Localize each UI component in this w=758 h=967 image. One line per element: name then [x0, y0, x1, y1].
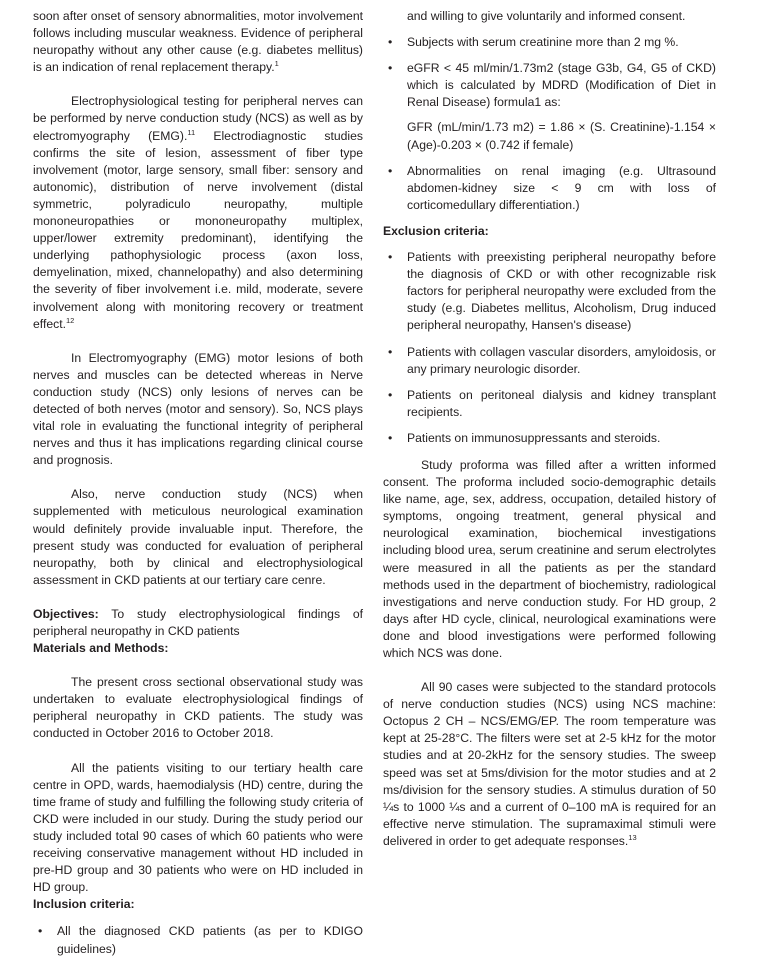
paragraph-study-design: The present cross sectional observational study was undertaken to evaluate electrophysiological findings of peripheral neuropathy in CKD patients. The study was conducted in October 2016 to October 2018.: [33, 675, 363, 741]
list-item: [383, 344, 716, 378]
objectives-text: To study electrophysiological findings of peripheral neuropathy in CKD patients: [33, 606, 363, 638]
list-item-text: eGFR < 45 ml/min/1.73m2 (stage G3b, G4, G5 of CKD) which is calculated by MDRD (Modification of Diet in Renal Disease) formula1 as:: [407, 61, 716, 110]
bullet-icon: •: [388, 61, 393, 76]
list-item-text: Abnormalities on renal imaging (e.g. Ultrasound abdomen-kidney size < 9 cm with loss of corticomedullary differentiation.): [407, 163, 716, 212]
paragraph-study-population: All the patients visiting to our tertiary health care centre in OPD, wards, haemodialysis (HD) centre, during the time frame of study and fulfilling the following study criteria of CKD were included in our study. During the study period our study included total 90 cases of which 60 patients who were receiving conservative management without HD included in pre-HD group and 30 patients who were on HD included in HD group.: [33, 760, 363, 895]
list-item: [383, 430, 716, 447]
exclusion-list: [383, 249, 716, 447]
list-item: [383, 249, 716, 334]
citation-ref: 11: [187, 127, 196, 137]
list-item-text: Patients with collagen vascular disorders, amyloidosis, or any primary neurologic disorder.: [407, 344, 716, 376]
list-item: [383, 163, 716, 214]
list-item: [383, 60, 716, 111]
list-item-text: All the diagnosed CKD patients (as per to KDIGO guidelines): [57, 924, 363, 956]
objectives-paragraph: [33, 606, 363, 640]
list-item-text: Patients on immunosuppressants and steroids.: [407, 430, 661, 445]
bullet-icon: •: [388, 430, 393, 445]
right-column: [383, 8, 716, 850]
bullet-icon: •: [388, 163, 393, 178]
bullet-icon: •: [38, 924, 43, 939]
paragraph-study-proforma: Study proforma was filled after a written informed consent. The proforma included socio-demographic details like name, age, sex, address, occupation, detailed history of symptoms, ongoing treatment, general physical and neurological examination, biochemical investigations including blood urea, serum creatinine and serum electrolytes were measured in all the patients as per the standard methods used in the department of biochemistry, radiological investigations and nerve conduction study. For HD group, 2 days after HD cycle, clinical, neurological examinations were done and blood investigations were performed following which NCS was done.: [383, 457, 716, 660]
inclusion-list: [33, 923, 363, 957]
bullet-icon: •: [388, 344, 393, 359]
bullet-icon: •: [388, 35, 393, 50]
list-item: [383, 387, 716, 421]
inclusion-continuation: and willing to give voluntarily and informed consent.: [407, 9, 686, 23]
left-column: [33, 8, 363, 967]
inclusion-criteria-heading: Inclusion criteria:: [33, 897, 135, 912]
gfr-formula: GFR (mL/min/1.73 m2) = 1.86 × (S. Creatinine)-1.154 × (Age)-0.203 × (0.742 if female): [407, 120, 716, 152]
paragraph-emg-vs-ncs: In Electromyography (EMG) motor lesions of both nerves and muscles can be detected whereas in Nerve conduction study (NCS) only lesions of nerves can be detected of both nerves (motor and sensory). So, NCS plays vital role in evaluating the functional integrity of peripheral nerves and thus it has implications regarding clinical course and prognosis.: [33, 350, 363, 468]
list-item: [33, 923, 363, 957]
inclusion-list-continued: [383, 34, 716, 111]
citation-ref: 13: [628, 832, 637, 842]
inclusion-list-imaging: [383, 163, 716, 214]
objectives-heading: Objectives:: [33, 606, 99, 621]
paragraph-renal-replacement: [33, 8, 363, 76]
exclusion-criteria-heading: Exclusion criteria:: [383, 223, 489, 238]
paragraph-study-rationale: Also, nerve conduction study (NCS) when supplemented with meticulous neurological examination would definitely provide invaluable input. Therefore, the present study was conducted for evaluation of peripheral neuropathy, both by clinical and electrophysiological assessment in CKD patients at our tertiary care cenre.: [33, 487, 363, 587]
paragraph-text: Electrophysiological testing for peripheral nerves can be performed by nerve conduction study (NCS) as well as by electromyography (EMG).: [33, 94, 363, 143]
citation-ref: 1: [274, 59, 279, 69]
list-item-text: Patients with preexisting peripheral neuropathy before the diagnosis of CKD or with other recognizable risk factors for peripheral neuropathy were excluded from the study (e.g. Diabetes mellitus, Alcoholism, Drug induced peripheral neuropathy, Hansen's disease): [407, 250, 716, 333]
paragraph-ncs-protocol: [383, 679, 716, 850]
list-item-text: Patients on peritoneal dialysis and kidney transplant recipients.: [407, 387, 716, 419]
list-item-text: Subjects with serum creatinine more than 2 mg %.: [407, 35, 679, 50]
paragraph-text: Electrodiagnostic studies confirms the site of lesion, assessment of fiber type involvement (motor, large sensory, small fiber: sensory and autonomic), distribution of nerve involvement (distal symmetric, polyradiculo neuropathy, multiple mononeuropathies or mononeuropathy multiplex, upper/lower extremity predominant), identifying the underlying pathophysiologic process (axon loss, demyelination, mixed, channelopathy) and also determining the severity of fiber involvement i.e. mild, moderate, severe involvement along with monitoring recovery or treatment effect.: [33, 128, 363, 331]
citation-ref: 12: [65, 315, 75, 325]
bullet-icon: •: [388, 250, 393, 265]
list-item: [383, 34, 716, 51]
paragraph-text: soon after onset of sensory abnormalities, motor involvement follows including muscular weakness. Evidence of peripheral neuropathy without any other cause (e.g. diabetes mellitus) is an indication of renal replacement therapy.: [33, 9, 363, 75]
materials-methods-heading: Materials and Methods:: [33, 641, 169, 656]
bullet-icon: •: [388, 387, 393, 402]
paragraph-text: All 90 cases were subjected to the standard protocols of nerve conduction studies (NCS) using NCS machine: Octopus 2 CH – NCS/EMG/EP. The room temperature was kept at 25-28°C. The filters were set at 2-5 kHz for the motor studies and at 20-2kHz for the sensory studies. The sweep speed was set at 5ms/division for the motor studies and at 2 ms/division for the sensory studies. A stimulus duration of 50 ¼s to 1000 ¼s and a current of 0–100 mA is required for an effective nerve stimulation. The supramaximal stimuli were delivered in order to get adequate responses.: [383, 680, 716, 848]
paragraph-electrophysiology: [33, 93, 363, 332]
